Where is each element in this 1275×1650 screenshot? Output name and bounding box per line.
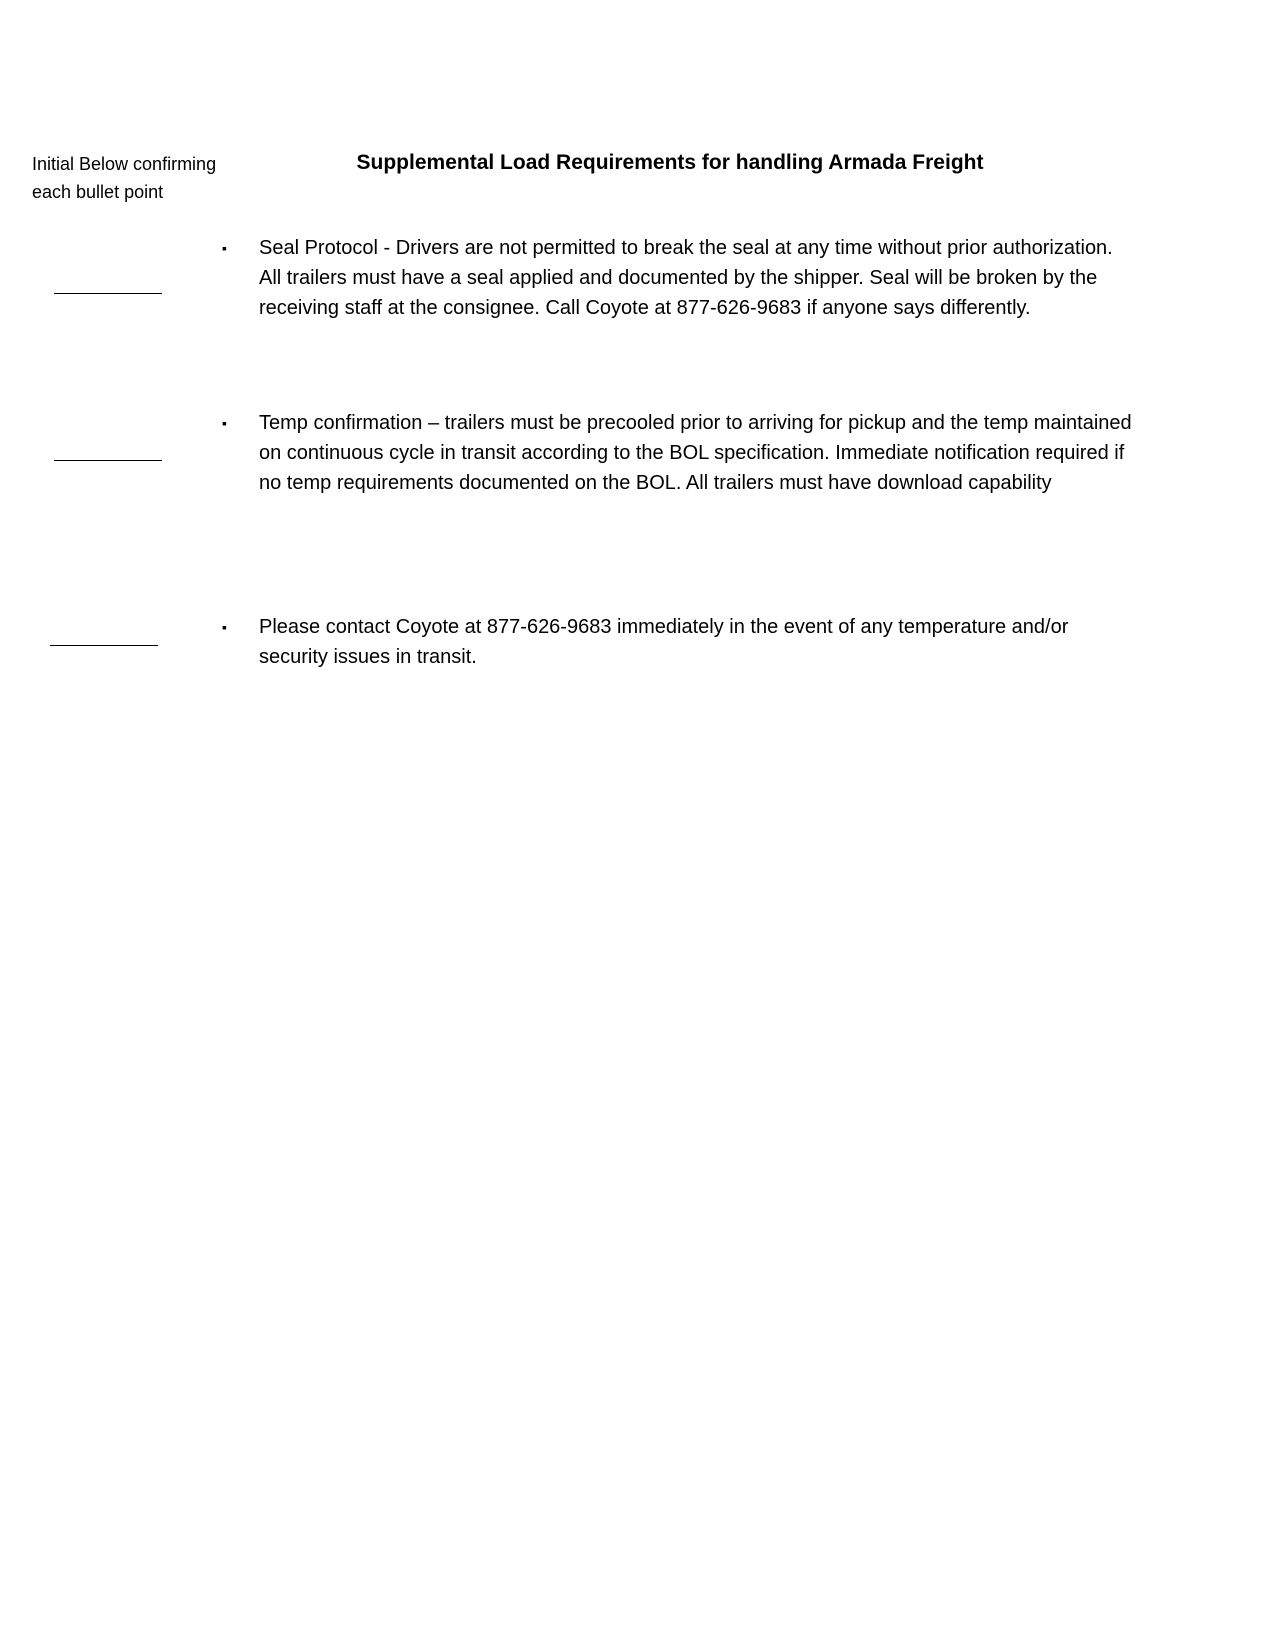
initial-line-temp-confirmation[interactable] <box>54 460 162 461</box>
initial-instruction-label: Initial Below confirming each bullet point <box>32 154 217 202</box>
bullet-icon: ▪ <box>222 619 227 635</box>
document-title: Supplemental Load Requirements for handling Armada Freight <box>356 151 984 174</box>
requirement-seal-protocol: Seal Protocol - Drivers are not permitted to break the seal at any time without prior authorization. All trailers must have a seal applied and documented by the shipper. Seal will be broken by the receiving staff at the consignee. Call Coyote at 877-626-9683 if anyone says differently. <box>259 237 1113 319</box>
bullet-icon: ▪ <box>222 240 227 256</box>
initial-line-contact-coyote[interactable] <box>50 645 158 646</box>
initial-line-seal-protocol[interactable] <box>54 293 162 294</box>
requirement-temp-confirmation: Temp confirmation – trailers must be precooled prior to arriving for pickup and the temp maintained on continuous cycle in transit according to the BOL specification. Immediate notification required if no temp requirements documented on the BOL. All trailers must have download capability <box>259 412 1132 494</box>
bullet-icon: ▪ <box>222 415 227 431</box>
requirement-contact-coyote: Please contact Coyote at 877-626-9683 immediately in the event of any temperature and/or security issues in transit. <box>259 616 1069 668</box>
